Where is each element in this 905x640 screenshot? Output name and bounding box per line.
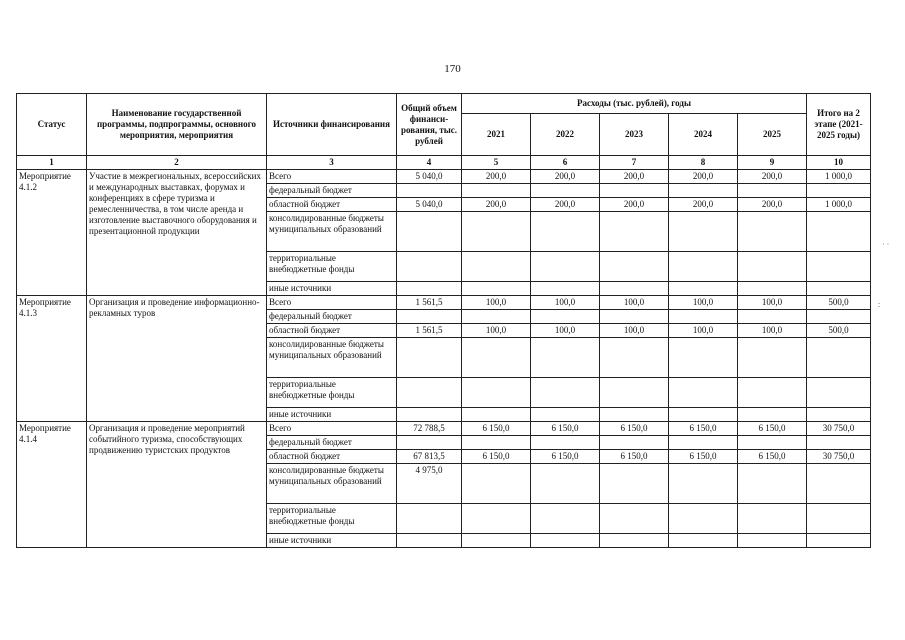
- stage-total-cell: [807, 212, 871, 252]
- year-amount-cell: 200,0: [462, 170, 531, 184]
- year-amount-cell: 6 150,0: [531, 422, 600, 436]
- total-amount-cell: [397, 504, 462, 534]
- total-amount-cell: 4 975,0: [397, 464, 462, 504]
- year-amount-cell: [669, 338, 738, 378]
- table-row: [17, 422, 871, 436]
- year-amount-cell: 200,0: [669, 198, 738, 212]
- year-amount-cell: [600, 310, 669, 324]
- year-amount-cell: 100,0: [462, 296, 531, 310]
- measure-status: Мероприятие 4.1.3: [17, 296, 87, 422]
- year-amount-cell: [669, 464, 738, 504]
- funding-source: иные источники: [267, 534, 397, 548]
- total-amount-cell: [397, 310, 462, 324]
- scan-artifact: · ·: [882, 240, 890, 249]
- year-amount-cell: 100,0: [531, 324, 600, 338]
- year-amount-cell: [462, 184, 531, 198]
- header-name: Наименование государственной программы, подпрограммы, основного мероприятия, мероприятия: [87, 94, 267, 156]
- year-amount-cell: 100,0: [738, 296, 807, 310]
- stage-total-cell: [807, 252, 871, 282]
- stage-total-cell: [807, 504, 871, 534]
- header-year: 2022: [531, 114, 600, 156]
- year-amount-cell: 200,0: [738, 170, 807, 184]
- year-amount-cell: [600, 378, 669, 408]
- year-amount-cell: [531, 408, 600, 422]
- total-amount-cell: 5 040,0: [397, 170, 462, 184]
- scan-artifact: :: [878, 300, 881, 309]
- year-amount-cell: [600, 436, 669, 450]
- funding-source: консолидированные бюджеты муниципальных образований: [267, 464, 397, 504]
- funding-source: областной бюджет: [267, 324, 397, 338]
- year-amount-cell: [531, 310, 600, 324]
- year-amount-cell: [738, 212, 807, 252]
- year-amount-cell: 200,0: [600, 170, 669, 184]
- stage-total-cell: [807, 436, 871, 450]
- total-amount-cell: [397, 282, 462, 296]
- year-amount-cell: 6 150,0: [600, 422, 669, 436]
- total-amount-cell: [397, 436, 462, 450]
- stage-total-cell: [807, 184, 871, 198]
- year-amount-cell: 100,0: [462, 324, 531, 338]
- stage-total-cell: 500,0: [807, 296, 871, 310]
- year-amount-cell: [669, 184, 738, 198]
- year-amount-cell: 6 150,0: [462, 450, 531, 464]
- total-amount-cell: 1 561,5: [397, 296, 462, 310]
- year-amount-cell: [600, 464, 669, 504]
- table-row: [17, 170, 871, 184]
- year-amount-cell: 6 150,0: [669, 422, 738, 436]
- total-amount-cell: [397, 252, 462, 282]
- measure-name: Организация и проведение мероприятий событийного туризма, способствующих продвижению туристских продуктов: [87, 422, 267, 548]
- header-year: 2021: [462, 114, 531, 156]
- stage-total-cell: [807, 464, 871, 504]
- year-amount-cell: 100,0: [531, 296, 600, 310]
- year-amount-cell: 100,0: [669, 324, 738, 338]
- year-amount-cell: [600, 184, 669, 198]
- year-amount-cell: [462, 252, 531, 282]
- header-total: Общий объем финанси-рования, тыс. рублей: [397, 94, 462, 156]
- column-number: 5: [462, 156, 531, 170]
- year-amount-cell: 6 150,0: [738, 422, 807, 436]
- year-amount-cell: [600, 212, 669, 252]
- year-amount-cell: [738, 252, 807, 282]
- year-amount-cell: [462, 408, 531, 422]
- funding-source: консолидированные бюджеты муниципальных образований: [267, 212, 397, 252]
- year-amount-cell: [669, 504, 738, 534]
- year-amount-cell: [738, 534, 807, 548]
- funding-source: Всего: [267, 422, 397, 436]
- funding-source: федеральный бюджет: [267, 310, 397, 324]
- measure-status: Мероприятие 4.1.4: [17, 422, 87, 548]
- table-row: [17, 296, 871, 310]
- year-amount-cell: [669, 212, 738, 252]
- page-number: 170: [444, 63, 461, 75]
- stage-total-cell: 500,0: [807, 324, 871, 338]
- stage-total-cell: [807, 378, 871, 408]
- year-amount-cell: [600, 338, 669, 378]
- year-amount-cell: [600, 282, 669, 296]
- funding-source: федеральный бюджет: [267, 436, 397, 450]
- stage-total-cell: [807, 310, 871, 324]
- measure-status: Мероприятие 4.1.2: [17, 170, 87, 296]
- funding-source: территориальные внебюджетные фонды: [267, 252, 397, 282]
- funding-source: иные источники: [267, 282, 397, 296]
- stage-total-cell: [807, 408, 871, 422]
- year-amount-cell: [738, 464, 807, 504]
- year-amount-cell: 6 150,0: [600, 450, 669, 464]
- column-number: 3: [267, 156, 397, 170]
- year-amount-cell: 200,0: [462, 198, 531, 212]
- year-amount-cell: [462, 436, 531, 450]
- year-amount-cell: [462, 504, 531, 534]
- header-stage-total: Итого на 2 этапе (2021-2025 годы): [807, 94, 871, 156]
- year-amount-cell: [738, 408, 807, 422]
- year-amount-cell: [669, 436, 738, 450]
- header-expenses: Расходы (тыс. рублей), годы: [462, 94, 807, 114]
- column-number: 8: [669, 156, 738, 170]
- funding-source: федеральный бюджет: [267, 184, 397, 198]
- stage-total-cell: 30 750,0: [807, 450, 871, 464]
- year-amount-cell: [669, 310, 738, 324]
- header-status: Статус: [17, 94, 87, 156]
- total-amount-cell: [397, 534, 462, 548]
- year-amount-cell: [738, 378, 807, 408]
- column-number: 4: [397, 156, 462, 170]
- year-amount-cell: [462, 534, 531, 548]
- stage-total-cell: 1 000,0: [807, 170, 871, 184]
- year-amount-cell: [738, 436, 807, 450]
- stage-total-cell: 1 000,0: [807, 198, 871, 212]
- year-amount-cell: [531, 338, 600, 378]
- year-amount-cell: [531, 378, 600, 408]
- year-amount-cell: [669, 252, 738, 282]
- measure-name: Организация и проведение информационно-рекламных туров: [87, 296, 267, 422]
- total-amount-cell: [397, 338, 462, 378]
- header-year: 2023: [600, 114, 669, 156]
- total-amount-cell: 5 040,0: [397, 198, 462, 212]
- header-year: 2025: [738, 114, 807, 156]
- year-amount-cell: [531, 436, 600, 450]
- funding-source: Всего: [267, 170, 397, 184]
- year-amount-cell: 200,0: [600, 198, 669, 212]
- year-amount-cell: 6 150,0: [669, 450, 738, 464]
- column-number: 2: [87, 156, 267, 170]
- funding-source: территориальные внебюджетные фонды: [267, 378, 397, 408]
- year-amount-cell: [600, 534, 669, 548]
- stage-total-cell: [807, 534, 871, 548]
- year-amount-cell: [738, 184, 807, 198]
- year-amount-cell: [531, 534, 600, 548]
- year-amount-cell: [600, 504, 669, 534]
- year-amount-cell: 6 150,0: [462, 422, 531, 436]
- year-amount-cell: [462, 212, 531, 252]
- year-amount-cell: 100,0: [600, 324, 669, 338]
- measure-name: Участие в межрегиональных, всероссийских и международных выставках, форумах и конференциях в сфере туризма и ремесленничества, в том числе аренда и изготовление выставочного оборудования и презентационной продукции: [87, 170, 267, 296]
- year-amount-cell: [669, 534, 738, 548]
- year-amount-cell: [738, 282, 807, 296]
- funding-source: консолидированные бюджеты муниципальных образований: [267, 338, 397, 378]
- year-amount-cell: 6 150,0: [531, 450, 600, 464]
- year-amount-cell: [462, 464, 531, 504]
- stage-total-cell: [807, 338, 871, 378]
- year-amount-cell: 100,0: [600, 296, 669, 310]
- funding-source: областной бюджет: [267, 450, 397, 464]
- year-amount-cell: [738, 504, 807, 534]
- year-amount-cell: [462, 338, 531, 378]
- column-number: 6: [531, 156, 600, 170]
- funding-source: иные источники: [267, 408, 397, 422]
- funding-source: областной бюджет: [267, 198, 397, 212]
- column-number: 7: [600, 156, 669, 170]
- year-amount-cell: 6 150,0: [738, 450, 807, 464]
- column-number: 1: [17, 156, 87, 170]
- year-amount-cell: 200,0: [669, 170, 738, 184]
- year-amount-cell: [531, 252, 600, 282]
- year-amount-cell: [531, 184, 600, 198]
- stage-total-cell: [807, 282, 871, 296]
- column-number: 9: [738, 156, 807, 170]
- year-amount-cell: [531, 212, 600, 252]
- total-amount-cell: [397, 184, 462, 198]
- funding-source: территориальные внебюджетные фонды: [267, 504, 397, 534]
- year-amount-cell: [531, 464, 600, 504]
- year-amount-cell: [738, 310, 807, 324]
- column-number: 10: [807, 156, 871, 170]
- year-amount-cell: [531, 282, 600, 296]
- year-amount-cell: 200,0: [531, 198, 600, 212]
- stage-total-cell: 30 750,0: [807, 422, 871, 436]
- year-amount-cell: 100,0: [738, 324, 807, 338]
- total-amount-cell: [397, 408, 462, 422]
- year-amount-cell: [600, 408, 669, 422]
- year-amount-cell: [462, 378, 531, 408]
- funding-source: Всего: [267, 296, 397, 310]
- year-amount-cell: [531, 504, 600, 534]
- year-amount-cell: [462, 282, 531, 296]
- total-amount-cell: 1 561,5: [397, 324, 462, 338]
- header-year: 2024: [669, 114, 738, 156]
- year-amount-cell: 200,0: [531, 170, 600, 184]
- header-sources: Источники финансирования: [267, 94, 397, 156]
- year-amount-cell: 100,0: [669, 296, 738, 310]
- year-amount-cell: [600, 252, 669, 282]
- year-amount-cell: [738, 338, 807, 378]
- total-amount-cell: [397, 378, 462, 408]
- total-amount-cell: 72 788,5: [397, 422, 462, 436]
- year-amount-cell: [669, 282, 738, 296]
- year-amount-cell: 200,0: [738, 198, 807, 212]
- total-amount-cell: 67 813,5: [397, 450, 462, 464]
- total-amount-cell: [397, 212, 462, 252]
- financing-table: [16, 93, 871, 548]
- year-amount-cell: [669, 408, 738, 422]
- year-amount-cell: [462, 310, 531, 324]
- year-amount-cell: [669, 378, 738, 408]
